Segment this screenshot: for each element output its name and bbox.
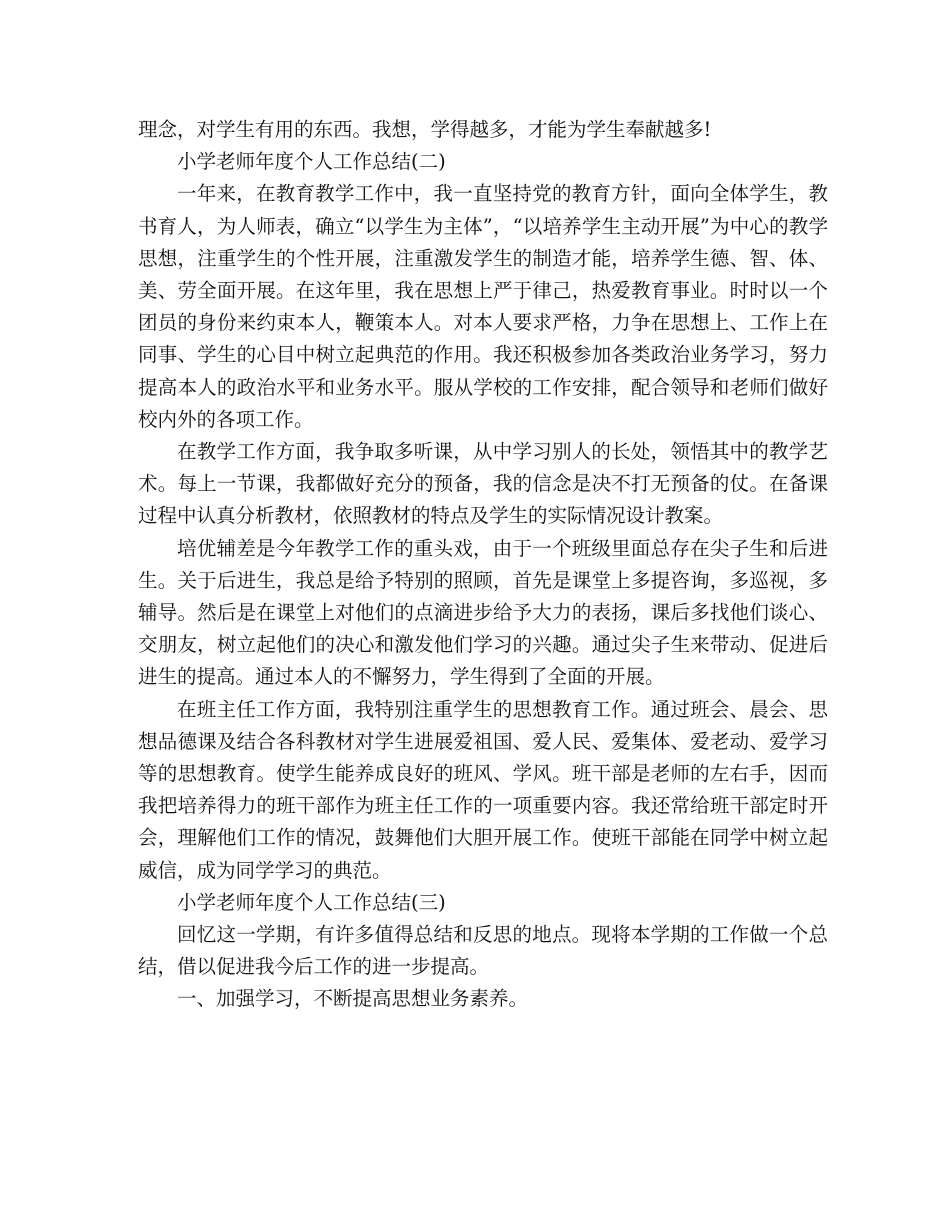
paragraph-intro-year: 一年来，在教育教学工作中，我一直坚持党的教育方针，面向全体学生，教书育人，为人师表，确立“以学生为主体”，“以培养学生主动开展”为中心的教学思想，注重学生的个性开展，注重激发学生的制造才能，培养学生德、智、体、美、劳全面开展。在这年里，我在思想上严于律己，热爱教育事业。时时以一个团员的身份来约束本人，鞭策本人。对本人要求严格，力争在思想上、工作上在同事、学生的心目中树立起典范的作用。我还积极参加各类政治业务学习，努力提高本人的政治水平和业务水平。服从学校的工作安排，配合领导和老师们做好校内外的各项工作。 (138, 182, 828, 431)
section-heading-two: 小学老师年度个人工作总结(二) (177, 150, 446, 174)
paragraph-continuation: 理念，对学生有用的东西。我想，学得越多，才能为学生奉献越多! (138, 118, 712, 141)
paragraph-teaching-work: 在教学工作方面，我争取多听课，从中学习别人的长处，领悟其中的教学艺术。每上一节课，我都做好充分的预备，我的信念是决不打无预备的仗。在备课过程中认真分析教材，依照教材的特点及学生的实际情况设计教案。 (138, 440, 828, 528)
paragraph-tutoring: 培优辅差是今年教学工作的重头戏，由于一个班级里面总存在尖子生和后进生。关于后进生，我总是给予特别的照顾，首先是课堂上多提咨询，多巡视，多辅导。然后是在课堂上对他们的点滴进步给予大力的表扬，课后多找他们谈心、交朋友，树立起他们的决心和激发他们学习的兴趣。通过尖子生来带动、促进后进生的提高。通过本人的不懈努力，学生得到了全面的开展。 (138, 536, 828, 689)
paragraph-class-teacher: 在班主任工作方面，我特别注重学生的思想教育工作。通过班会、晨会、思想品德课及结合各科教材对学生进展爱祖国、爱人民、爱集体、爱老动、爱学习等的思想教育。使学生能养成良好的班风、学风。班干部是老师的左右手，因而我把培养得力的班干部作为班主任工作的一项重要内容。我还常给班干部定时开会，理解他们工作的情况，鼓舞他们大胆开展工作。使班干部能在同学中树立起威信，成为同学学习的典范。 (138, 697, 828, 882)
paragraph-semester-review: 回忆这一学期，有许多值得总结和反思的地点。现将本学期的工作做一个总结，借以促进我今后工作的进一步提高。 (138, 923, 828, 979)
document-body (138, 114, 828, 1016)
section-heading-three: 小学老师年度个人工作总结(三) (177, 890, 446, 914)
paragraph-point-one: 一、加强学习，不断提高思想业务素养。 (177, 987, 529, 1011)
